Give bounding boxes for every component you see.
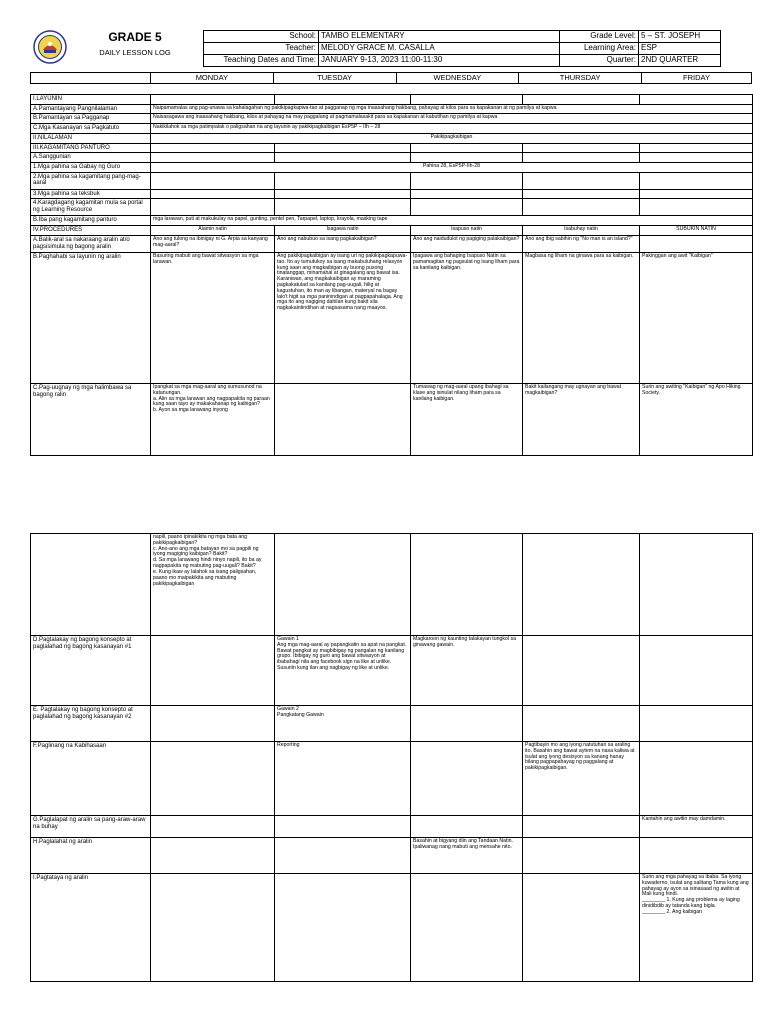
table-row: [31, 383, 753, 455]
day-cell: [523, 534, 640, 636]
table-row: [31, 153, 753, 163]
table-row: [31, 143, 753, 153]
empty-cell: [275, 143, 411, 153]
day-cell: Ano ang nabubuo sa isang pagkakaibigan?: [275, 235, 411, 252]
grade-level-label: Grade Level:: [560, 31, 639, 43]
empty-cell: [275, 199, 411, 216]
day-cell: [151, 816, 275, 838]
day-cell: [640, 838, 753, 874]
day-cell: [411, 874, 523, 982]
empty-cell: [640, 189, 753, 199]
day-cell: [523, 636, 640, 706]
day-cell: [275, 838, 411, 874]
day-cell: Ano ang ibig sabihin ng "No man is an island?": [523, 235, 640, 252]
empty-cell: [640, 172, 753, 189]
table-row: [31, 124, 753, 134]
table-row: [31, 636, 753, 706]
day-cell: [523, 816, 640, 838]
empty-cell: [151, 153, 275, 163]
header-info-table: [203, 30, 721, 67]
day-cell: [151, 706, 275, 742]
deped-seal-icon: [33, 30, 67, 64]
empty-cell: [640, 199, 753, 216]
row-label: B.Paghahabi sa layunin ng aralin: [31, 252, 151, 383]
row-label: H.Paglalahat ng aralin: [31, 838, 151, 874]
day-cell: Alamin natin: [151, 226, 275, 236]
teacher-label: Teacher:: [204, 42, 319, 54]
empty-cell: [151, 199, 275, 216]
row-label: 2.Mga pahina sa kagamitang pang-mag-aaral: [31, 172, 151, 189]
row-label: IV.PROCEDURES: [31, 226, 151, 236]
row-span-cell: Naipamamalas ang pag-unawa sa kahalagahan ng pakikipagkapwa-tao at pagganap ng mga inaasahang hakbang, pahayag at kilos para sa kapakanan at ng pamilya at kapwa: [151, 104, 753, 114]
day-cell: Surin ang awiting "Kaibigan" ng Apo Hiking Society.: [640, 383, 753, 455]
empty-cell: [411, 172, 523, 189]
day-cell: [411, 706, 523, 742]
day-cell: [523, 874, 640, 982]
grade-level-value: 5 – ST. JOSEPH: [639, 31, 721, 43]
day-cell: Bakit kailangang may ugnayan ang bawat magkaibigan?: [523, 383, 640, 455]
row-span-cell: Nakikilahok sa mga patimpalak o paligsahan na ang layunin ay pakikipagkaibigan EsP5P – IIh – 28: [151, 124, 753, 134]
empty-cell: [640, 95, 753, 105]
table-row: [31, 742, 753, 816]
row-span-cell: mga larawan, puti at makukulay na papel, gunting, pentel pen, Tarpapel, laptop, krayola, masking tape: [151, 216, 753, 226]
empty-cell: [151, 172, 275, 189]
table-row: [31, 216, 753, 226]
day-cell: Kantahin ang awitin may damdamin.: [640, 816, 753, 838]
day-cell: [151, 742, 275, 816]
day-cell: [523, 838, 640, 874]
empty-cell: [411, 95, 523, 105]
log-title: DAILY LESSON LOG: [99, 48, 171, 57]
dates-label: Teaching Dates and Time:: [204, 54, 319, 66]
dates-value: JANUARY 9-13, 2023 11:00-11:30: [319, 54, 560, 66]
empty-cell: [151, 143, 275, 153]
days-table: [30, 72, 752, 84]
row-label: III.KAGAMITANG PANTURO: [31, 143, 151, 153]
row-label: A.Sanggunian: [31, 153, 151, 163]
row-label: C.Pag-uugnay ng mga halimbawa sa bagong ralin: [31, 383, 151, 455]
row-label: 1.Mga pahina sa Gabay ng Guro: [31, 163, 151, 173]
day-cell: Gawain 2 Pangkatang Gawain: [275, 706, 411, 742]
learning-area-value: ESP: [639, 42, 721, 54]
row-label: B.Pamantayan sa Pagganap: [31, 114, 151, 124]
teacher-value: MELODY GRACE M. CASALLA: [319, 42, 560, 54]
empty-cell: [523, 189, 640, 199]
row-label: [31, 534, 151, 636]
row-label: D.Pagtalakay ng bagong konsepto at paglalahad ng bagong kasanayan #1: [31, 636, 151, 706]
day-cell: Pagtibayin mo ang iyong natutuhan sa araling ito. Basahin ang bawat aytem na nasa kaliwa at isulat ang iyong desisyon sa kanang hanay bilang pagpapahayag ng paggalang at pakikipagkaibigan.: [523, 742, 640, 816]
empty-cell: [275, 172, 411, 189]
day-cell: [640, 534, 753, 636]
learning-area-label: Learning Area:: [560, 42, 639, 54]
table-row: [31, 104, 753, 114]
lesson-table-top: [30, 94, 753, 456]
day-cell: SUBUKIN NATIN: [640, 226, 753, 236]
table-row: [31, 163, 753, 173]
row-label: G.Paglalapat ng aralin sa pang-araw-araw na buhay: [31, 816, 151, 838]
day-tuesday: TUESDAY: [273, 73, 396, 84]
day-cell: [640, 706, 753, 742]
empty-cell: [411, 199, 523, 216]
day-thursday: THURSDAY: [519, 73, 642, 84]
day-cell: Pakinggan ang awit "Kaibigan": [640, 252, 753, 383]
empty-cell: [151, 95, 275, 105]
school-value: TAMBO ELEMENTARY: [319, 31, 560, 43]
day-cell: [275, 816, 411, 838]
day-cell: Basahin at bigyang diin ang Tandaan Natin. Ipaliwanag nang mabuti ang mensahe nito.: [411, 838, 523, 874]
table-row: [31, 95, 753, 105]
row-span-cell: Pakikipagkaibigan: [151, 133, 753, 143]
table-row: [31, 706, 753, 742]
table-row: [31, 534, 753, 636]
table-row: [31, 874, 753, 982]
row-label: E. Pagtalakay ng bagong konsepto at paglalahad ng bagong kasanayan #2: [31, 706, 151, 742]
day-cell: Ipagawa ang bahaging Isapuso Natin sa pamamagitan ng pagsulat ng isang liham para sa kanilang kaibigan.: [411, 252, 523, 383]
day-monday: MONDAY: [151, 73, 274, 84]
empty-cell: [523, 153, 640, 163]
table-row: [31, 114, 753, 124]
day-cell: Isagawa natin: [275, 226, 411, 236]
day-cell: [275, 534, 411, 636]
table-row: [31, 816, 753, 838]
empty-cell: [151, 189, 275, 199]
row-label: A.Balik-aral sa nakaraang aralin at/o pagsisimula ng bagong aralin: [31, 235, 151, 252]
day-cell: [275, 874, 411, 982]
day-cell: Isabuhay natin: [523, 226, 640, 236]
day-cell: [151, 874, 275, 982]
day-cell: Surin ang mga pahayag sa ibaba. Sa iyong kuwaderno, isulat ang salitang Tama kung ang pahayag ay ayon sa isinasaad ng awitin at Mali kung hindi. ________ 1. Kung ang problema ay laging dinidibdib ay tatanda kang bigla. ________ 2. Ang kaibigan: [640, 874, 753, 982]
day-cell: [640, 636, 753, 706]
day-cell: Tumawag ng mag-aaral upang ibahagi sa klase ang isinulat nilang liham para sa kanilang kaibigan.: [411, 383, 523, 455]
day-cell: [151, 636, 275, 706]
grade-title: GRADE 5: [108, 30, 162, 44]
day-cell: [151, 838, 275, 874]
day-cell: [411, 742, 523, 816]
table-row: [31, 235, 753, 252]
empty-cell: [411, 189, 523, 199]
day-cell: [523, 706, 640, 742]
table-row: [31, 133, 753, 143]
day-cell: [640, 742, 753, 816]
empty-cell: [411, 143, 523, 153]
row-label: F.Paglinang na Kabihasaan: [31, 742, 151, 816]
day-cell: Magbasa ng liham na ginawa para sa kaibigan.: [523, 252, 640, 383]
day-cell: Ano ang tulong na ibinigay ni G. Arpia sa kanyang mag-aaral?: [151, 235, 275, 252]
day-cell: Isapuso natin: [411, 226, 523, 236]
row-label: A.Pamantayang Pangnilalaman: [31, 104, 151, 114]
row-label: C.Mga Kasanayan sa Pagkatuto: [31, 124, 151, 134]
table-row: [31, 252, 753, 383]
empty-cell: [523, 199, 640, 216]
table-row: [31, 189, 753, 199]
day-friday: FRIDAY: [642, 73, 752, 84]
day-cell: Magkaroon ng kaunting talakayan tungkol sa ginawang gawain.: [411, 636, 523, 706]
empty-cell: [523, 95, 640, 105]
empty-cell: [523, 172, 640, 189]
day-cell: Ang pakikipagkaibigan ay isang uri ng pakikipagkapuwa-tao. Ito ay tumutukoy sa isang makabuluhang relasyon kung saan ang magkaibigan ay buong pusong tinatanggap, minamahal at ginagalang ang bawat isa. Karaniwan, ang magkakaibigan ay maraming pagkakatulad sa kanilang pag-uugali, hilig at kagustuhan, ito man ay libangan, materyal na bagay lalo't higit sa mga paninindigan at pagpapahalaga. Ang mga ito ang nagiging dahilan kung bakit sila nagkakaintindihan at nagsasama nang maayos.: [275, 252, 411, 383]
day-cell: Reporting: [275, 742, 411, 816]
day-cell: Ano ang naidudulot ng pagiging palakaibigan?: [411, 235, 523, 252]
row-label: 4.Karagdagang kagamitan mula sa portal ng Learning Resource: [31, 199, 151, 216]
table-row: [31, 226, 753, 236]
day-cell: [411, 534, 523, 636]
day-cell: [275, 383, 411, 455]
empty-cell: [523, 143, 640, 153]
empty-cell: [640, 153, 753, 163]
day-wednesday: WEDNESDAY: [396, 73, 519, 84]
day-cell: [640, 235, 753, 252]
table-row: [31, 838, 753, 874]
days-blank-cell: [31, 73, 151, 84]
row-span-cell: Naisasagawa ang inaasahang hakbang, kilos at pahayag na may paggalang at pagmamalasakit para sa kapakanan at kabutihan ng pamilya at kapwa: [151, 114, 753, 124]
empty-cell: [275, 95, 411, 105]
row-label: II.NILALAMAN: [31, 133, 151, 143]
day-cell: Basuring mabuti ang bawat sitwasyon sa mga larawan.: [151, 252, 275, 383]
empty-cell: [275, 153, 411, 163]
quarter-value: 2ND QUARTER: [639, 54, 721, 66]
lesson-table-bottom: [30, 533, 753, 982]
row-label: I.LAYUNIN: [31, 95, 151, 105]
day-cell: napili, paano ipinakikita ng mga bata ang pakikipagkaibigan? c. Ano-ano ang mga batayan mo sa pagpili ng iyong magiging kaibigan? Bakit? d. Sa mga larawang hindi ninyo napili, ito ba ay nagpapakita ng mabuting pag-uugali? Bakit? e. Kung ikaw ay lalahok sa isang paligsahan, paano mo maipakikita ang mabuting pakikipagkaibigan: [151, 534, 275, 636]
empty-cell: [275, 189, 411, 199]
day-cell: [411, 816, 523, 838]
quarter-label: Quarter:: [560, 54, 639, 66]
row-label: 3.Mga pahina sa teksbuk: [31, 189, 151, 199]
table-row: [31, 199, 753, 216]
row-label: I.Pagtataya ng aralin: [31, 874, 151, 982]
empty-cell: [411, 153, 523, 163]
row-span-cell: Pahina 28, EsP5P-IIh-28: [151, 163, 753, 173]
empty-cell: [640, 143, 753, 153]
table-row: [31, 172, 753, 189]
school-label: School:: [204, 31, 319, 43]
row-label: B.Iba pang kagamitang panturo: [31, 216, 151, 226]
day-cell: Gawain 1 Ang mga mag-aaral ay papangkatin sa apat na pangkat. Bawat pangkat ay magbibigay ng pangalan ng kanilang grupo. Ibibigay ng guro ang bawat sitwasyon at ibabahagi nila ang facebook sign na like at unlike. Susuriin kung ilan ang nagbigay ng like at unlike.: [275, 636, 411, 706]
day-cell: Ipangkat sa mga mag-aaral ang sumusunod na katanungan. a. Alin sa mga larawan ang nagpapakita ng paraan kung saan tayo ay makakahanap ng kaibigan? b. Ayon sa mga larawang inyong: [151, 383, 275, 455]
